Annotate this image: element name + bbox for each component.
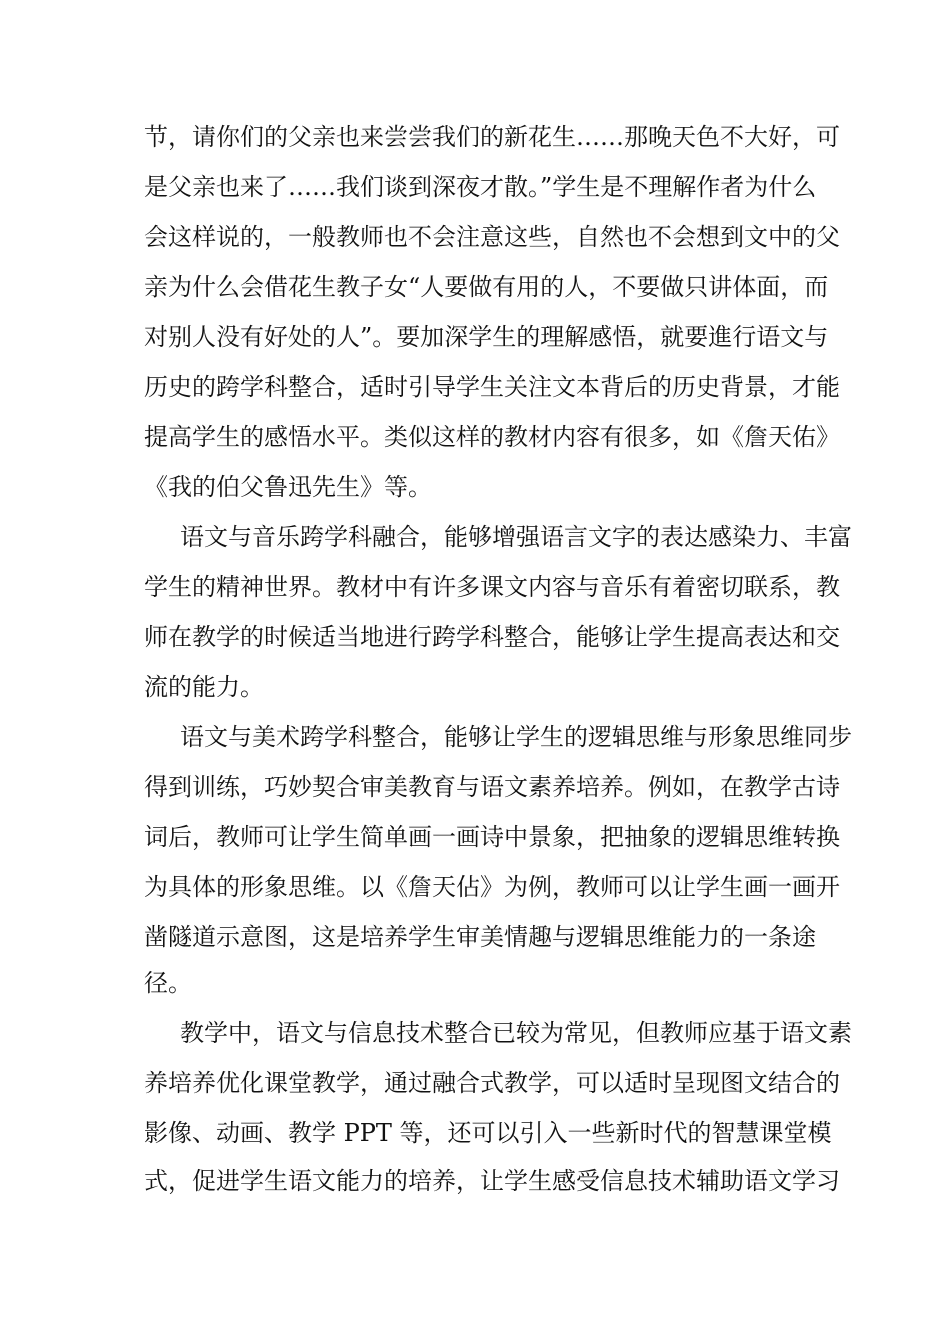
paragraph-2-line-2: 学生的精神世界。教材中有许多课文内容与音乐有着密切联系，教 <box>144 573 840 601</box>
paragraph-3-line-3: 词后，教师可让学生简单画一画诗中景象，把抽象的逻辑思维转换 <box>144 823 840 851</box>
paragraph-1-line-4: 亲为什么会借花生教子女“人要做有用的人，不要做只讲体面，而 <box>144 273 829 301</box>
paragraph-1-line-3: 会这样说的，一般教师也不会注意这些，自然也不会想到文中的父 <box>144 223 840 251</box>
paragraph-4-line-4: 式，促进学生语文能力的培养，让学生感受信息技术辅助语文学习 <box>144 1167 840 1195</box>
paragraph-3-line-5: 凿隧道示意图，这是培养学生审美情趣与逻辑思维能力的一条途 <box>144 923 816 951</box>
paragraph-2-line-1: 语文与音乐跨学科融合，能够增强语言文字的表达感染力、丰富 <box>180 523 852 551</box>
paragraph-1-line-1: 节，请你们的父亲也来尝尝我们的新花生……那晚天色不大好，可 <box>144 123 840 151</box>
paragraph-3-line-2: 得到训练，巧妙契合审美教育与语文素养培养。例如，在教学古诗 <box>144 773 840 801</box>
paragraph-3-line-6: 径。 <box>144 969 192 997</box>
paragraph-4-line-1: 教学中，语文与信息技术整合已较为常见，但教师应基于语文素 <box>180 1019 852 1047</box>
paragraph-4-line-3: 影像、动画、教学 PPT 等，还可以引入一些新时代的智慧课堂模 <box>144 1119 832 1147</box>
paragraph-1-line-2: 是父亲也来了……我们谈到深夜才散。”学生是不理解作者为什么 <box>144 173 817 201</box>
paragraph-1-line-8: 《我的伯父鲁迅先生》等。 <box>144 473 432 501</box>
paragraph-4-line-2: 养培养优化课堂教学，通过融合式教学，可以适时呈现图文结合的 <box>144 1069 840 1097</box>
paragraph-1-line-5: 对别人没有好处的人”。要加深学生的理解感悟，就要進行语文与 <box>144 323 829 351</box>
paragraph-3-line-1: 语文与美术跨学科整合，能够让学生的逻辑思维与形象思维同步 <box>180 723 852 751</box>
paragraph-2-line-4: 流的能力。 <box>144 673 264 701</box>
paragraph-3-line-4: 为具体的形象思维。以《詹天佔》为例，教师可以让学生画一画开 <box>144 873 840 901</box>
paragraph-1-line-7: 提高学生的感悟水平。类似这样的教材内容有很多，如《詹天佑》 <box>144 423 840 451</box>
paragraph-2-line-3: 师在教学的时候适当地进行跨学科整合，能够让学生提高表达和交 <box>144 623 840 651</box>
paragraph-1-line-6: 历史的跨学科整合，适时引导学生关注文本背后的历史背景，才能 <box>144 373 840 401</box>
